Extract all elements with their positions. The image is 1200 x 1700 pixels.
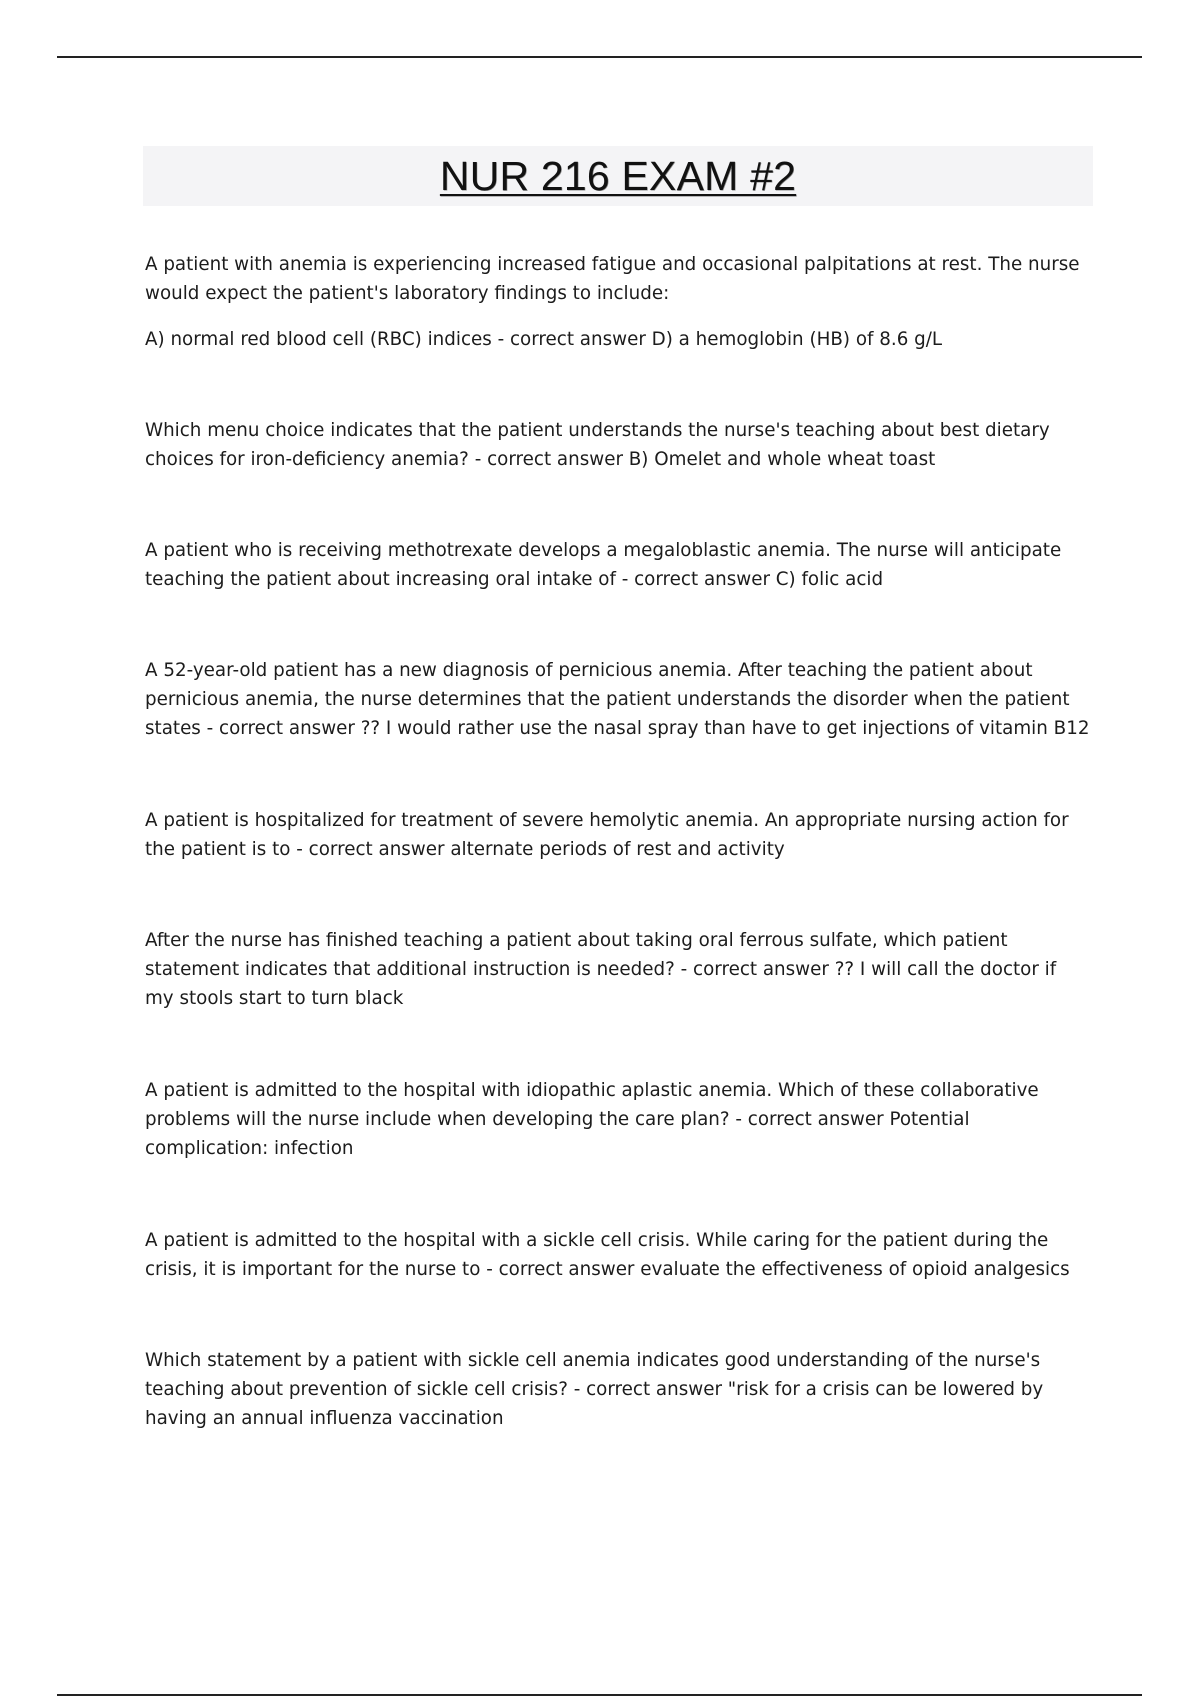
qa-item-9 bbox=[145, 1346, 1090, 1433]
title-band bbox=[143, 146, 1093, 206]
qa-text: Which statement by a patient with sickle cell anemia indicates good understanding of the nurse's teaching about prevention of sickle cell crisis? - correct answer "risk for a crisis can be lowered by having an annual influenza vaccination bbox=[145, 1350, 1044, 1429]
qa-item-4 bbox=[145, 656, 1090, 743]
qa-item-2 bbox=[145, 416, 1090, 474]
qa-text: A patient is admitted to the hospital with idiopathic aplastic anemia. Which of these collaborative problems will the nurse include when developing the care plan? - correct answer Potential complication: infection bbox=[145, 1080, 1039, 1159]
qa-item-6 bbox=[145, 926, 1090, 1013]
qa-text: A patient who is receiving methotrexate develops a megaloblastic anemia. The nurse will anticipate teaching the patient about increasing oral intake of - correct answer C) folic acid bbox=[145, 540, 1062, 590]
qa-item-8 bbox=[145, 1226, 1090, 1284]
bottom-rule bbox=[57, 1694, 1142, 1696]
qa-text: A patient is admitted to the hospital with a sickle cell crisis. While caring for the patient during the crisis, it is important for the nurse to - correct answer evaluate the effectiveness of opioid analgesics bbox=[145, 1230, 1070, 1280]
qa-text: A 52-year-old patient has a new diagnosis of pernicious anemia. After teaching the patient about pernicious anemia, the nurse determines that the patient understands the disorder when the patient states - correct answer ?? I would rather use the nasal spray than have to get injections of vitamin B12 bbox=[145, 660, 1090, 739]
qa-item-1 bbox=[145, 250, 1090, 354]
qa-item-3 bbox=[145, 536, 1090, 594]
qa-item-7 bbox=[145, 1076, 1090, 1163]
qa-text: A patient is hospitalized for treatment of severe hemolytic anemia. An appropriate nursing action for the patient is to - correct answer alternate periods of rest and activity bbox=[145, 810, 1069, 860]
top-rule bbox=[57, 56, 1142, 58]
answer-text: A) normal red blood cell (RBC) indices - correct answer D) a hemoglobin (HB) of 8.6 g/L bbox=[145, 329, 943, 350]
qa-text: After the nurse has finished teaching a patient about taking oral ferrous sulfate, which patient statement indicates that additional instruction is needed? - correct answer ?? I will call the doctor if my stools start to turn black bbox=[145, 930, 1057, 1009]
page-title: NUR 216 EXAM #2 bbox=[439, 152, 797, 199]
question-text: A patient with anemia is experiencing increased fatigue and occasional palpitations at rest. The nurse would expect the patient's laboratory findings to include: bbox=[145, 254, 1080, 304]
qa-item-5 bbox=[145, 806, 1090, 864]
qa-text: Which menu choice indicates that the patient understands the nurse's teaching about best dietary choices for iron-deficiency anemia? - correct answer B) Omelet and whole wheat toast bbox=[145, 420, 1050, 470]
